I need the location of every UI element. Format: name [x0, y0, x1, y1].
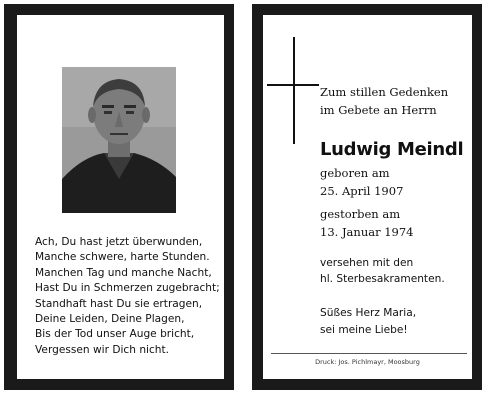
prayer-line: sei meine Liebe! — [320, 323, 408, 336]
divider-rule — [271, 353, 467, 354]
born-label: geboren am — [320, 166, 390, 180]
poem-line: Manchen Tag und manche Nacht, — [35, 266, 212, 279]
poem-line: Manche schwere, harte Stunden. — [35, 251, 210, 264]
cross-icon-vertical — [293, 37, 295, 144]
deceased-name: Ludwig Meindl — [320, 139, 464, 160]
cross-icon-horizontal — [267, 84, 319, 86]
poem-line: Bis der Tod unser Auge bricht, — [35, 328, 195, 341]
prayer-line: Süßes Herz Maria, — [320, 307, 417, 319]
left-card-face — [17, 15, 224, 379]
closing-prayer — [320, 305, 416, 338]
poem-line: Hast Du in Schmerzen zugebracht; — [35, 282, 220, 295]
poem-line: Deine Leiden, Deine Plagen, — [35, 313, 185, 326]
died-label: gestorben am — [320, 207, 401, 221]
sacrament-line: hl. Sterbesakramenten. — [320, 273, 445, 285]
memorial-intro — [320, 83, 470, 119]
printer-credit: Druck: Jos. Pichlmayr, Moosburg — [315, 358, 420, 366]
sacrament-note — [320, 255, 445, 287]
right-card — [252, 4, 482, 390]
died-date: 13. Januar 1974 — [320, 224, 414, 239]
portrait-illustration — [62, 67, 176, 213]
life-dates — [320, 165, 414, 241]
sacrament-line: versehen mit den — [320, 257, 414, 269]
born-date: 25. April 1907 — [320, 183, 404, 198]
portrait-photo — [62, 67, 176, 213]
intro-line: Zum stillen Gedenken — [320, 85, 449, 99]
right-card-face — [263, 15, 472, 379]
poem — [35, 235, 225, 358]
poem-line: Vergessen wir Dich nicht. — [35, 343, 170, 356]
left-card — [4, 4, 234, 390]
poem-line: Ach, Du hast jetzt überwunden, — [35, 236, 203, 248]
intro-line: im Gebete an Herrn — [320, 103, 437, 117]
poem-line: Standhaft hast Du sie ertragen, — [35, 297, 203, 310]
